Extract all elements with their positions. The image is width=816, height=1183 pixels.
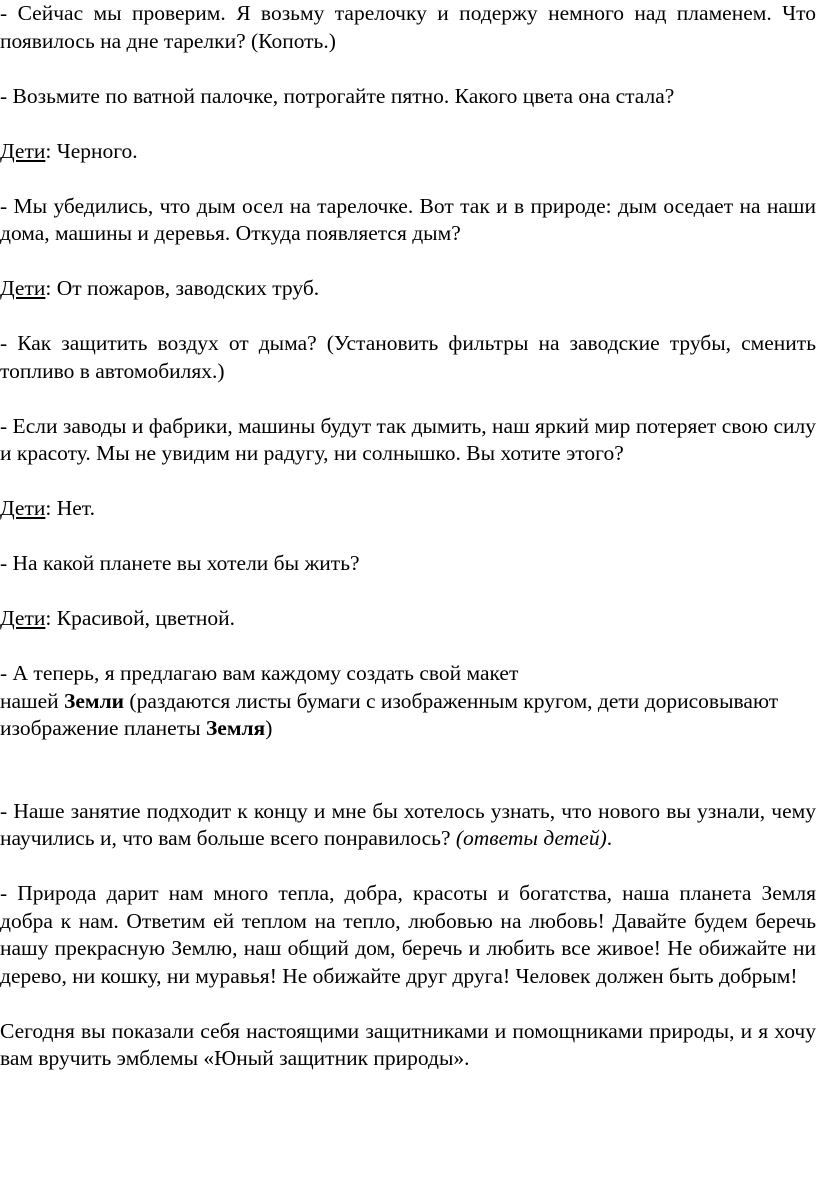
speaker-label: Дети bbox=[0, 138, 46, 163]
answer-text: : От пожаров, заводских труб. bbox=[45, 276, 320, 300]
paragraph-factories-smoke: - Если заводы и фабрики, машины будут так дымить, наш яркий мир потеряет свою силу и красоту. Мы не увидим ни радугу, ни солнышко. Вы хотите этого? bbox=[0, 413, 816, 465]
paragraph-plate-experiment: - Сейчас мы проверим. Я возьму тарелочку и подержу немного над пламенем. Что появилось на дне тарелки? (Копоть.) bbox=[0, 1, 816, 53]
paragraph-children-answer-black bbox=[0, 138, 816, 166]
answer-text: : Нет. bbox=[45, 496, 95, 520]
paragraph-emblems: Сегодня вы показали себя настоящими защитниками и помощниками природы, и я хочу вам вручить эмблемы «Юный защитник природы». bbox=[0, 1018, 816, 1070]
speaker-label: Дети bbox=[0, 276, 46, 300]
text-run: нашей bbox=[0, 688, 65, 713]
paragraph-children-answer-no bbox=[0, 495, 816, 523]
speaker-label: Дети bbox=[0, 496, 46, 520]
paragraph-smoke-settled: - Мы убедились, что дым осел на тарелочке. Вот так и в природе: дым оседает на наши дома, машины и деревья. Откуда появляется дым? bbox=[0, 193, 816, 245]
text-run: ) bbox=[265, 716, 273, 740]
text-run: (раздаются листы бумаги с изображенным кругом, дети дорисовывают изображение планеты bbox=[0, 688, 779, 740]
paragraph-lesson-ending bbox=[0, 798, 816, 853]
paragraph-nature-gifts: - Природа дарит нам много тепла, добра, красоты и богатства, наша планета Земля добра к нам. Ответим ей теплом на тепло, любовью на любовь! Давайте будем беречь нашу прекрасную Землю, наш общий дом, беречь и любить все живое! Не обижайте ни дерево, ни кошку, ни муравья! Не обижайте друг друга! Человек должен быть добрым! bbox=[0, 881, 816, 988]
answer-text: : Красивой, цветной. bbox=[45, 606, 236, 630]
answer-text: : Черного. bbox=[45, 138, 138, 163]
paragraph-cotton-swab: - Возьмите по ватной палочке, потрогайте пятно. Какого цвета она стала? bbox=[0, 83, 675, 108]
bold-earth: Земли bbox=[64, 688, 125, 713]
paragraph-children-answer-beautiful bbox=[0, 605, 816, 633]
bold-earth: Земля bbox=[205, 716, 266, 740]
paragraph-which-planet: - На какой планете вы хотели бы жить? bbox=[0, 551, 360, 575]
text-run: . bbox=[606, 826, 613, 850]
speaker-label: Дети bbox=[0, 606, 46, 630]
paragraph-protect-air: - Как защитить воздух от дыма? (Установить фильтры на заводские трубы, сменить топливо в автомобилях.) bbox=[0, 331, 816, 383]
italic-children-answers: (ответы детей) bbox=[455, 826, 607, 850]
paragraph-create-model-line1: - А теперь, я предлагаю вам каждому создать свой макет bbox=[0, 661, 519, 685]
text-run: - Наше занятие подходит к концу и мне бы хотелось узнать, что нового вы узнали, чему научились и, что вам больше всего понравилось? bbox=[0, 798, 816, 850]
paragraph-children-answer-fires bbox=[0, 275, 816, 303]
paragraph-create-model bbox=[0, 688, 816, 743]
